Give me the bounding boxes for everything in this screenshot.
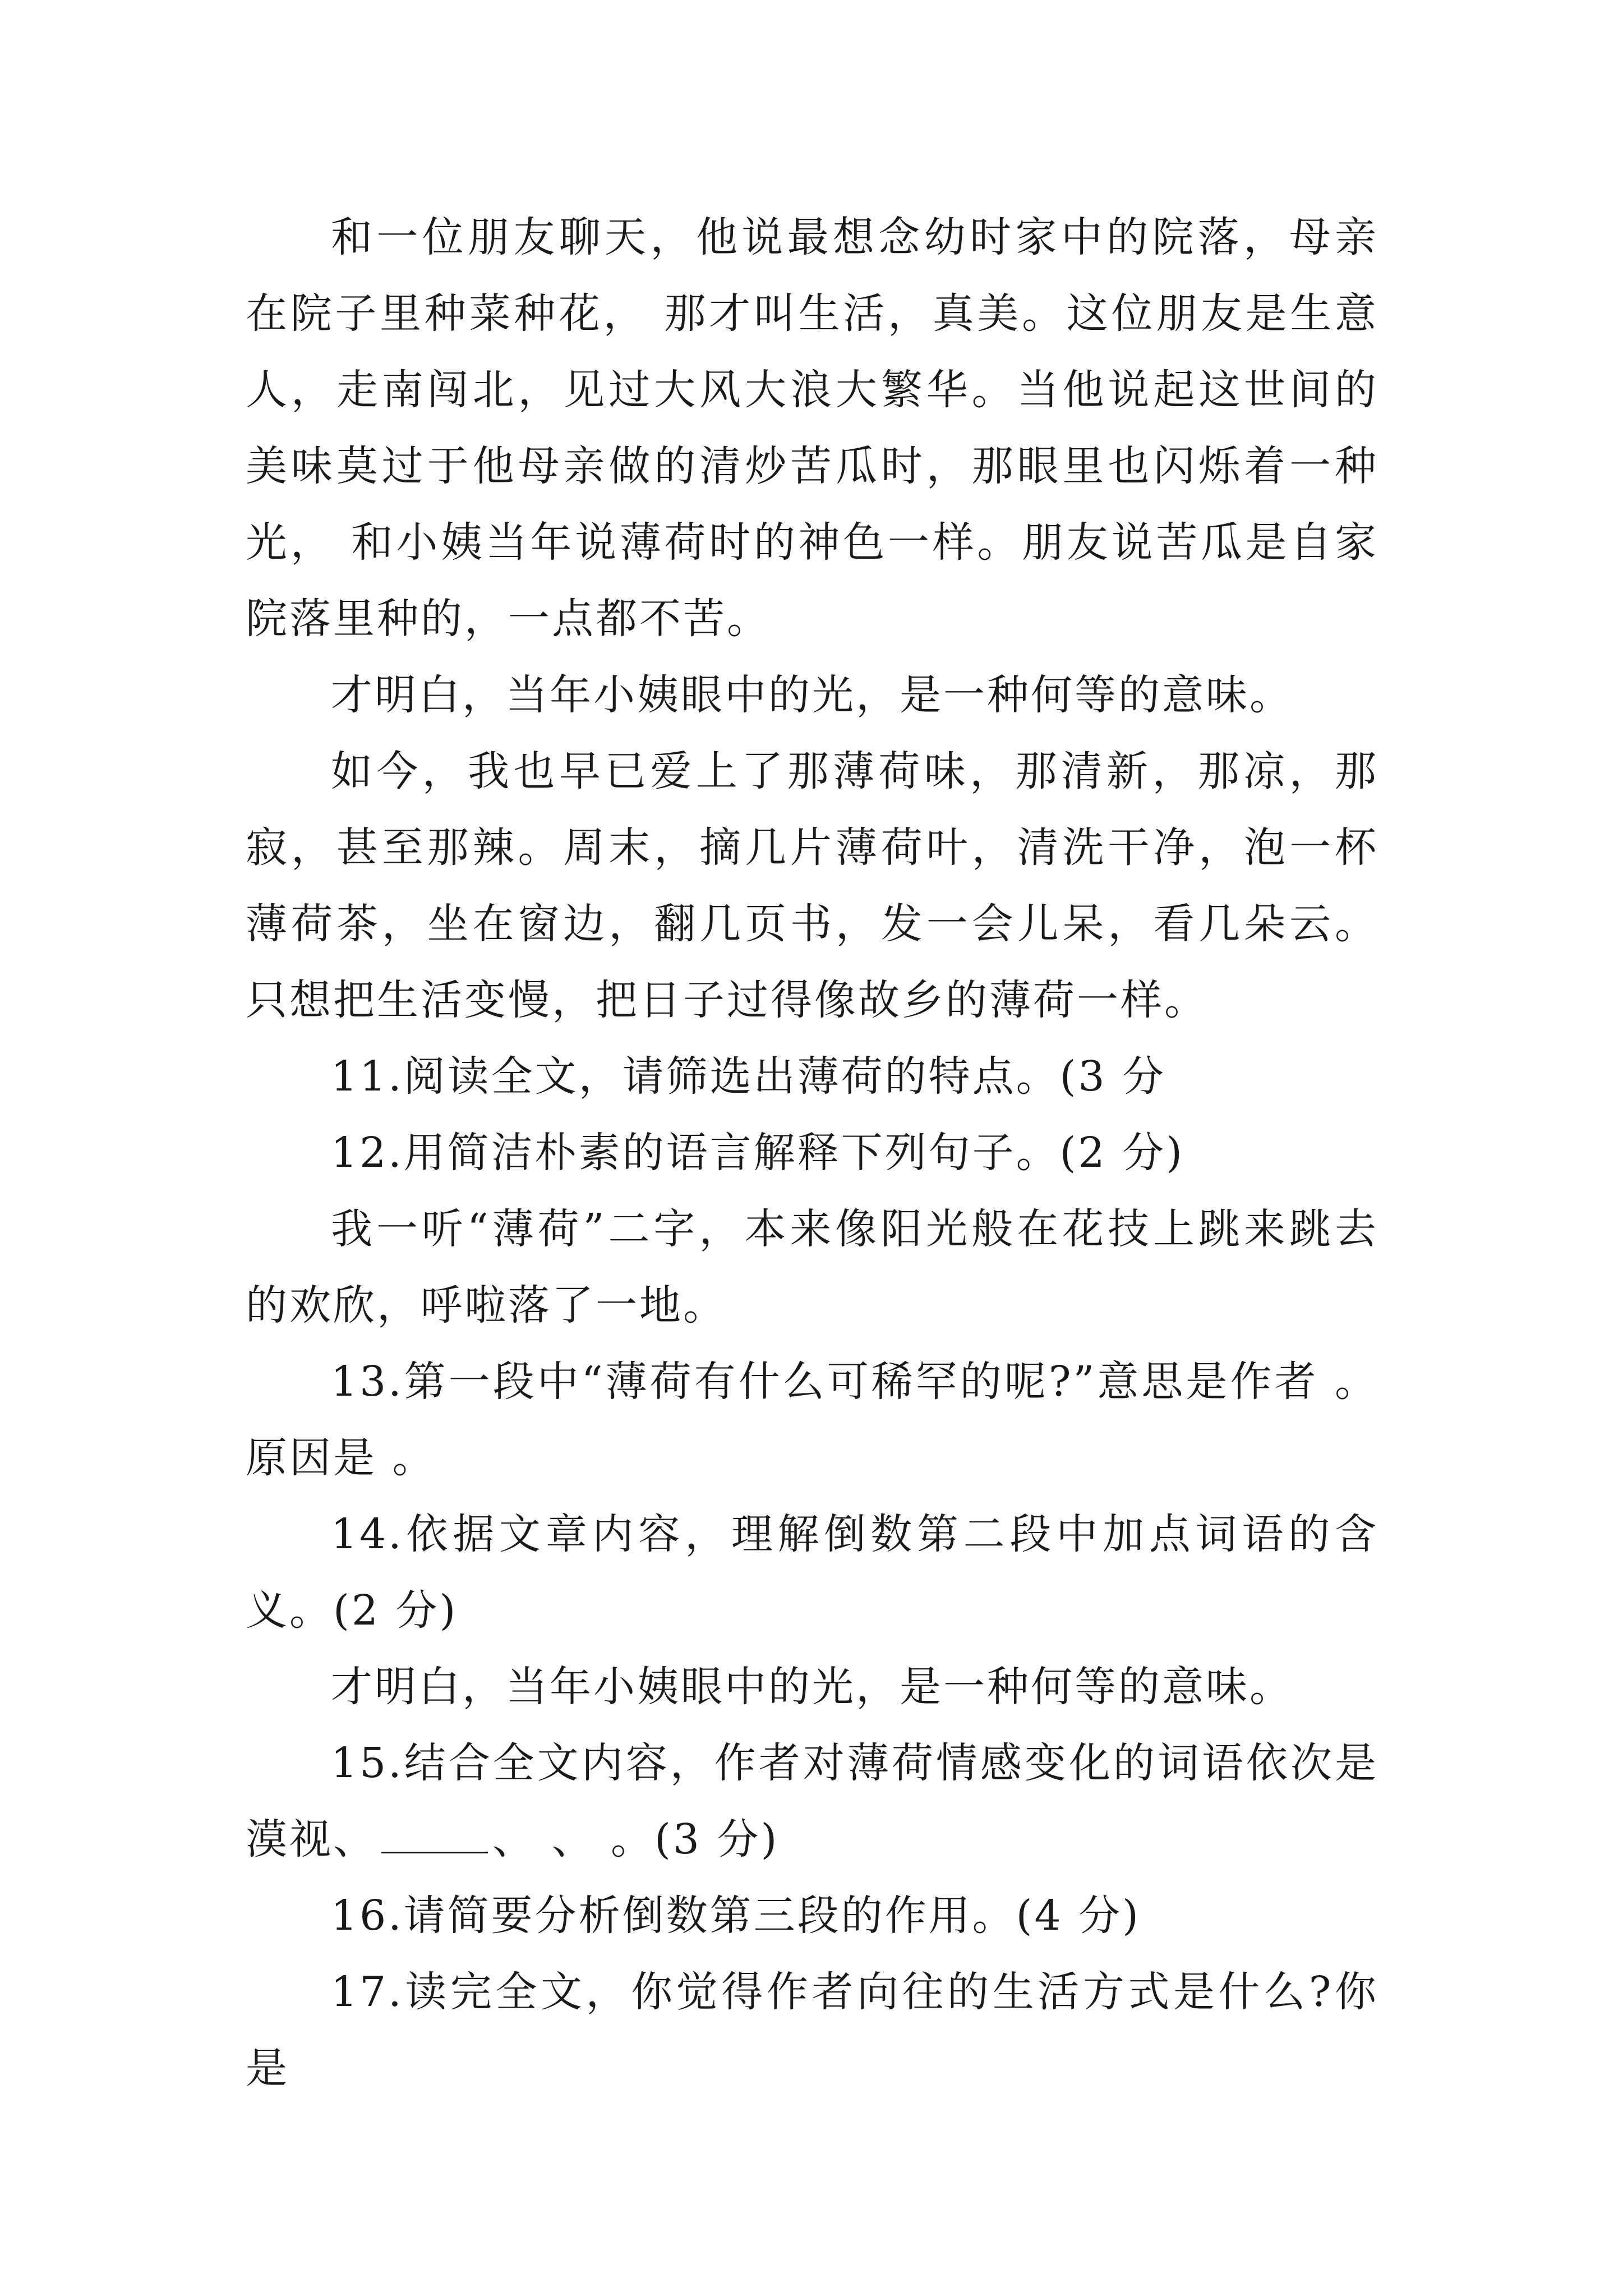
question-16: 16.请简要分析倒数第三段的作用。(4 分)	[331, 1892, 1141, 1940]
paragraph-realization: 才明白，当年小姨眼中的光，是一种何等的意味。	[331, 671, 1293, 719]
question-12-quote: 我一听“薄荷”二字，本来像阳光般在花技上跳来跳去的欢欣，呼啦落了一地。	[246, 1205, 1378, 1329]
question-13: 13.第一段中“薄荷有什么可稀罕的呢?”意思是作者 。原因是 。	[246, 1358, 1378, 1482]
paragraph-friend-chat: 和一位朋友聊天，他说最想念幼时家中的院落，母亲在院子里种菜种花， 那才叫生活，真美。这位朋友是生意人，走南闯北，见过大风大浪大繁华。当他说起这世间的美味莫过于他母亲做的清炒苦瓜时，那眼里也闪烁着一种光， 和小姨当年说薄荷时的神色一样。朋友说苦瓜是自家院落里种的，一点都不苦。	[246, 213, 1378, 643]
question-14-quote: 才明白，当年小姨眼中的光，是一种何等的意味。	[331, 1663, 1293, 1711]
question-14: 14.依据文章内容，理解倒数第二段中加点词语的含义。(2 分)	[246, 1510, 1378, 1635]
question-15-prefix: 15.结合全文内容，作者对薄荷情感变化的词语依次是漠视、	[246, 1739, 1378, 1864]
question-15-suffix: 、 、 。(3 分)	[492, 1815, 780, 1864]
question-12: 12.用简洁朴素的语言解释下列句子。(2 分)	[331, 1129, 1185, 1177]
question-15	[246, 1725, 1378, 1878]
answer-blank[interactable]	[381, 1812, 488, 1853]
paragraph-mint-tea: 如今，我也早已爱上了那薄荷味，那清新，那凉，那寂，甚至那辣。周末，摘几片薄荷叶，清洗干净，泡一杯薄荷茶，坐在窗边，翻几页书，发一会儿呆，看几朵云。只想把生活变慢，把日子过得像故乡的薄荷一样。	[246, 747, 1378, 1024]
question-11: 11.阅读全文，请筛选出薄荷的特点。(3 分	[331, 1052, 1166, 1101]
question-17: 17.读完全文，你觉得作者向往的生活方式是什么?你是	[246, 1968, 1378, 2092]
article-text	[246, 199, 1378, 2106]
